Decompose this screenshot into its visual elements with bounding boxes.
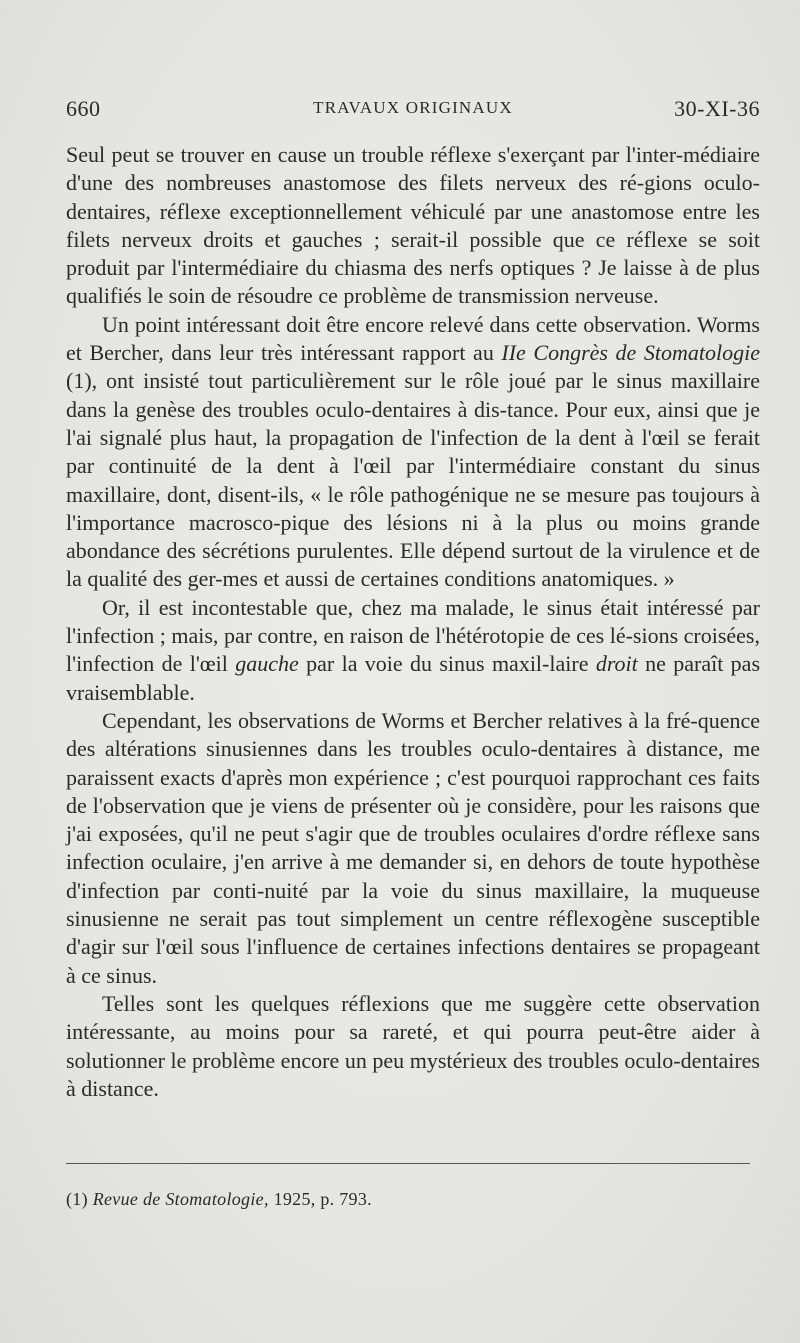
paragraph [66, 594, 760, 707]
article-body [66, 141, 760, 1103]
paragraph [66, 990, 760, 1103]
paragraph-text: Cependant, les observations de Worms et Bercher relatives à la fré-quence des altérations sinusiennes dans les troubles oculo-dentaires à distance, me paraissent exacts d'après mon expérience ; c'est pourquoi rapprochant ces faits de l'observation que je viens de présenter où je considère, pour les raisons que j'ai exposées, qu'il ne peut s'agir que de troubles oculaires d'ordre réflexe sans infection oculaire, j'en arrive à me demander si, en dehors de toute hypothèse d'infection par conti-nuité par la voie du sinus maxillaire, la muqueuse sinusienne ne serait pas tout simplement un centre réflexogène susceptible d'agir sur l'œil sous l'influence de certaines infections dentaires se propageant à ce sinus. [66, 707, 760, 988]
running-title: TRAVAUX ORIGINAUX [313, 98, 513, 117]
italic-text: droit [595, 651, 638, 677]
italic-text: gauche [235, 651, 299, 677]
paragraph-text: Or, il est incontestable que, chez ma malade, le sinus était intéressé par l'infection ; mais, par contre, en raison de l'hétérotopie de ces lé-sions croisées, l'infection de l'œil [66, 594, 760, 677]
paragraph [66, 311, 760, 594]
page-number: 660 [66, 96, 101, 121]
issue-date: 30-XI-36 [674, 96, 760, 121]
footnote-divider [66, 1163, 750, 1164]
running-header [66, 96, 760, 126]
italic-text: IIe Congrès de Stomatologie [501, 340, 760, 366]
paragraph-text: Seul peut se trouver en cause un trouble réflexe s'exerçant par l'inter-médiaire d'une des nombreuses anastomose des filets nerveux des ré-gions oculo-dentaires, réflexe exceptionnellement véhiculé par une anastomose entre les filets nerveux droits et gauches ; serait-il possible que ce réflexe se soit produit par l'intermédiaire du chiasma des nerfs optiques ? Je laisse à de plus qualifiés le soin de résoudre ce problème de transmission nerveuse. [66, 142, 760, 309]
paragraph-text: (1), ont insisté tout particulièrement sur le rôle joué par le sinus maxillaire dans la genèse des troubles oculo-dentaires à dis-tance. Pour eux, ainsi que je l'ai signalé plus haut, la propagation de l'infection de la dent à l'œil se ferait par continuité de la dent à l'œil par l'intermédiaire constant du sinus maxillaire, dont, disent-ils, « le rôle pathogénique ne se mesure pas toujours à l'importance macrosco-pique des lésions ni à la plus ou moins grande abondance des sécrétions purulentes. Elle dépend surtout de la virulence et de la qualité des ger-mes et aussi de certaines conditions anatomiques. » [66, 368, 760, 592]
paragraph-text: Un point intéressant doit être encore relevé dans cette observation. Worms et Bercher, dans leur très intéressant rapport au [66, 311, 760, 366]
footnote-source: Revue de Stomatologie, [92, 1189, 269, 1209]
footnote [66, 1189, 760, 1210]
footnote-citation: 1925, p. 793. [273, 1189, 372, 1209]
paragraph-text: Telles sont les quelques réflexions que me suggère cette observation intéressante, au moins pour sa rareté, et qui pourra peut-être aider à solutionner le problème encore un peu mystérieux des troubles oculo-dentaires à distance. [66, 990, 760, 1101]
paragraph [66, 141, 760, 311]
paragraph-text: par la voie du sinus maxil-laire [298, 651, 596, 677]
footnote-marker: (1) [66, 1189, 88, 1209]
paragraph-text: ne paraît pas vraisemblable. [66, 651, 761, 705]
paragraph [66, 707, 760, 990]
